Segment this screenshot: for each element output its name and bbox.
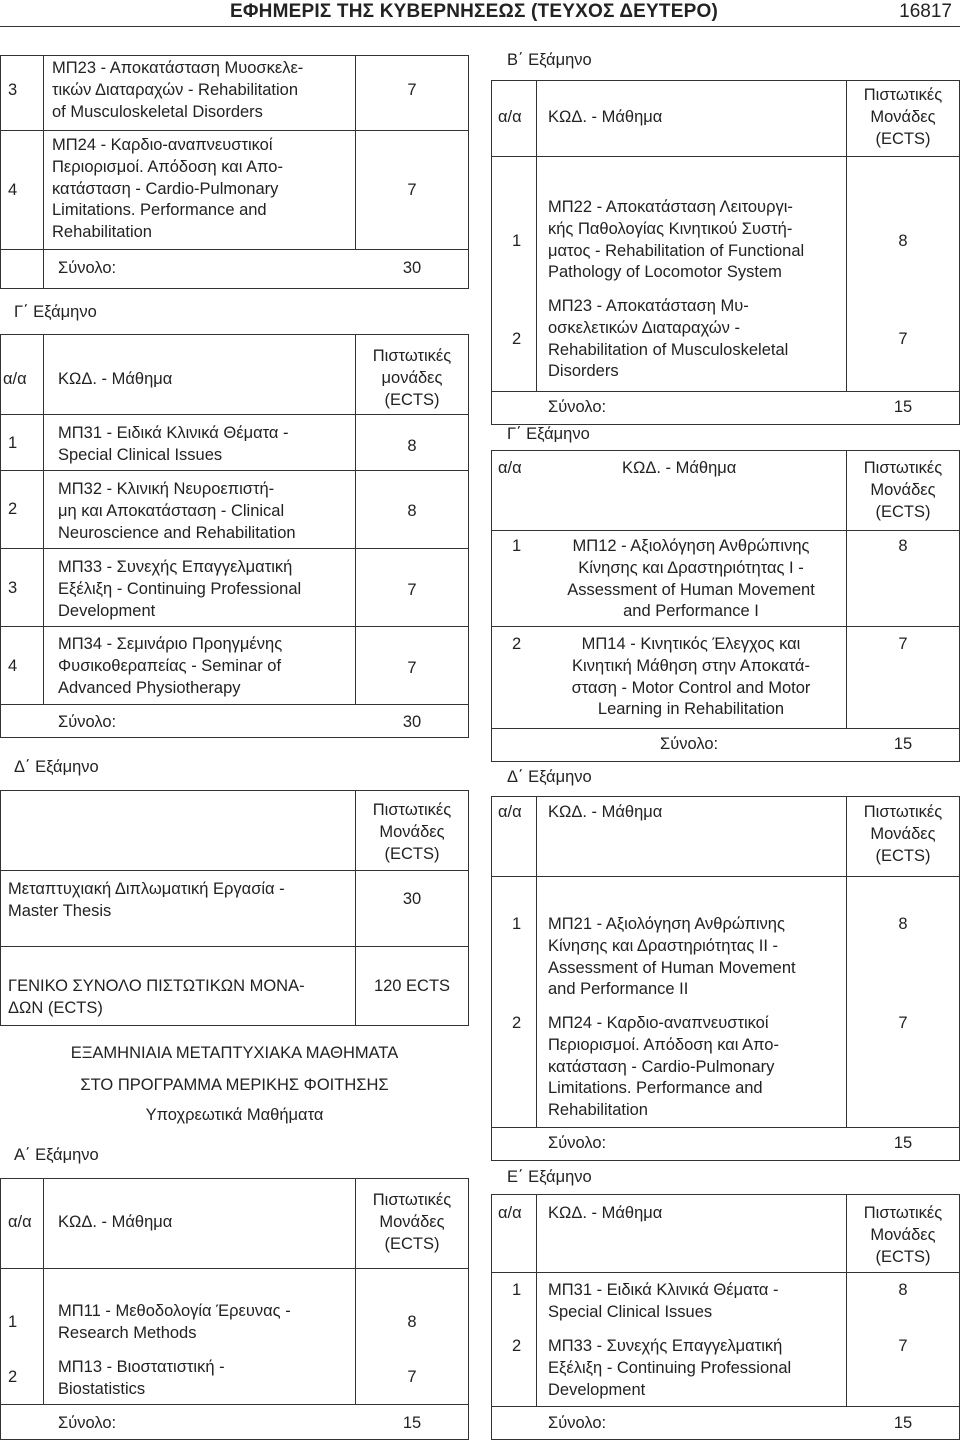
col-header-course: ΚΩΔ. - Μάθημα xyxy=(58,370,173,388)
table-rule xyxy=(491,876,960,877)
row-number: 1 xyxy=(512,915,522,933)
col-header-course: ΚΩΔ. - Μάθημα xyxy=(548,803,663,821)
table-rule xyxy=(0,130,469,131)
semester-title: Ε΄ Εξάμηνο xyxy=(507,1168,592,1186)
table-divider xyxy=(536,796,537,1127)
course-name: ΜΠ21 - Αξιολόγηση Ανθρώπινης Κίνησης και Δραστηριότητας ΙΙ - Assessment of Human Movement and Performance II xyxy=(548,915,796,999)
course-name: ΜΠ24 - Καρδιο-αναπνευστικοί Περιορισμοί. Απόδοση και Απο- κατάσταση - Cardio-Pulmonary Limitations. Performance and Rehabilitation xyxy=(548,1014,779,1120)
total-label: Σύνολο: xyxy=(548,398,607,416)
col-header-num: α/α xyxy=(498,108,522,126)
row-number: 2 xyxy=(512,330,522,348)
semester-title: Γ΄ Εξάμηνο xyxy=(14,303,97,321)
ects-value: 8 xyxy=(898,537,908,555)
col-header-num: α/α xyxy=(498,803,522,821)
row-number: 4 xyxy=(8,181,18,199)
row-number: 1 xyxy=(8,434,18,452)
table-divider xyxy=(536,1194,537,1406)
table-rule xyxy=(491,530,960,531)
part-time-subheading: Υποχρεωτικά Μαθήματα xyxy=(145,1106,324,1124)
ects-value: 7 xyxy=(407,81,417,99)
page-header xyxy=(0,0,960,24)
col-header-ects: Πιστωτικές Μονάδες (ECTS) xyxy=(863,1204,943,1266)
table-rule xyxy=(0,470,469,471)
table-divider xyxy=(43,55,44,289)
ects-value: 7 xyxy=(407,659,417,677)
col-header-course: ΚΩΔ. - Μάθημα xyxy=(548,1204,663,1222)
col-header-ects: Πιστωτικές Μονάδες (ECTS) xyxy=(863,803,943,865)
row-number: 2 xyxy=(8,500,18,518)
table-rule xyxy=(0,626,469,627)
table-rule xyxy=(0,1404,469,1405)
course-name: ΜΠ24 - Καρδιο-αναπνευστικοί Περιορισμοί. Απόδοση και Απο- κατάσταση - Cardio-Pulmonary Limitations. Performance and Rehabilitation xyxy=(52,136,283,242)
part-time-heading: ΣΤΟ ΠΡΟΓΡΑΜΜΑ ΜΕΡΙΚΗΣ ΦΟΙΤΗΣΗΣ xyxy=(80,1076,389,1094)
total-label: Σύνολο: xyxy=(58,1414,117,1432)
ects-value: 7 xyxy=(407,581,417,599)
table-rule xyxy=(0,249,469,250)
table-rule xyxy=(491,1272,960,1273)
ects-value: 8 xyxy=(898,915,908,933)
table-divider xyxy=(43,334,44,704)
col-header-ects: Πιστωτικές Μονάδες (ECTS) xyxy=(372,1191,452,1253)
ects-value: 7 xyxy=(898,330,908,348)
row-number: 1 xyxy=(512,537,522,555)
header-rule xyxy=(0,26,960,27)
part-time-heading: ΕΞΑΜΗΝΙΑΙΑ ΜΕΤΑΠΤΥΧΙΑΚΑ ΜΑΘΗΜΑΤΑ xyxy=(70,1044,399,1062)
row-number: 2 xyxy=(512,1337,522,1355)
course-name: ΜΠ11 - Μεθοδολογία Έρευνας - Research Methods xyxy=(58,1302,291,1342)
total-value: 15 xyxy=(893,735,913,753)
total-label: Σύνολο: xyxy=(548,1414,607,1432)
ects-value: 7 xyxy=(407,1368,417,1386)
row-number: 4 xyxy=(8,657,18,675)
course-name: ΜΠ33 - Συνεχής Επαγγελματική Εξέλιξη - Continuing Professional Development xyxy=(548,1337,792,1399)
col-header-course: ΚΩΔ. - Μάθημα xyxy=(58,1213,173,1231)
table-rule xyxy=(0,946,469,947)
ects-value: 7 xyxy=(898,1014,908,1032)
table-rule xyxy=(491,156,960,157)
ects-value: 8 xyxy=(407,502,417,520)
course-name: ΜΠ34 - Σεμινάριο Προηγμένης Φυσικοθεραπείας - Seminar of Advanced Physiotherapy xyxy=(58,635,283,697)
course-name: ΜΠ12 - Αξιολόγηση Ανθρώπινης Κίνησης και Δραστηριότητας Ι - Assessment of Human Movement and Performance I xyxy=(567,537,815,621)
row-number: 2 xyxy=(512,635,522,653)
semester-title: Δ΄ Εξάμηνο xyxy=(507,768,592,786)
semester-title: Δ΄ Εξάμηνο xyxy=(14,758,99,776)
grand-total-label: ΓΕΝΙΚΟ ΣΥΝΟΛΟ ΠΙΣΤΩΤΙΚΩΝ ΜΟΝΑ- ΔΩΝ (ECTS) xyxy=(8,977,305,1017)
table-divider xyxy=(43,1178,44,1404)
col-header-num: α/α xyxy=(498,459,522,477)
total-value: 15 xyxy=(893,1134,913,1152)
semester-title: Β΄ Εξάμηνο xyxy=(507,51,592,69)
col-header-ects: Πιστωτικές Μονάδες (ECTS) xyxy=(863,86,943,148)
course-name: ΜΠ32 - Κλινική Νευροεπιστή- μη και Αποκατάσταση - Clinical Neuroscience and Rehabilitation xyxy=(58,480,296,542)
total-value: 30 xyxy=(402,713,422,731)
total-label: Σύνολο: xyxy=(58,259,117,277)
table-rule xyxy=(491,1406,960,1407)
row-number: 1 xyxy=(512,232,522,250)
page-number: 16817 xyxy=(899,1,952,22)
total-label: Σύνολο: xyxy=(548,1134,607,1152)
semester-title: Γ΄ Εξάμηνο xyxy=(507,425,590,443)
ects-value: 7 xyxy=(898,635,908,653)
total-value: 30 xyxy=(402,259,422,277)
table-rule xyxy=(491,1127,960,1128)
col-header-num: α/α xyxy=(3,370,27,388)
col-header-num: α/α xyxy=(498,1204,522,1222)
course-name: ΜΠ23 - Αποκατάσταση Μυοσκελε- τικών Διαταραχών - Rehabilitation of Musculoskeletal Disorders xyxy=(52,59,304,121)
total-label: Σύνολο: xyxy=(58,713,117,731)
ects-value: 7 xyxy=(898,1337,908,1355)
col-header-course: ΚΩΔ. - Μάθημα xyxy=(622,459,737,477)
grand-total-value: 120 ECTS xyxy=(373,977,451,995)
course-name: ΜΠ23 - Αποκατάσταση Μυ- οσκελετικών Διαταραχών - Rehabilitation of Musculoskeletal Disorders xyxy=(548,297,789,381)
col-header-num: α/α xyxy=(8,1213,32,1231)
row-number: 1 xyxy=(512,1281,522,1299)
thesis-ects: 30 xyxy=(402,890,422,908)
ects-value: 8 xyxy=(898,1281,908,1299)
row-number: 1 xyxy=(8,1313,18,1331)
total-label: Σύνολο: xyxy=(660,735,719,753)
course-name: ΜΠ31 - Ειδικά Κλινικά Θέματα - Special Clinical Issues xyxy=(548,1281,779,1321)
row-number: 2 xyxy=(8,1368,18,1386)
course-name: ΜΠ31 - Ειδικά Κλινικά Θέματα - Special Clinical Issues xyxy=(58,424,289,464)
table-rule xyxy=(0,414,469,415)
col-header-ects: Πιστωτικές μονάδες (ECTS) xyxy=(372,347,452,409)
course-name: ΜΠ13 - Βιοστατιστική - Biostatistics xyxy=(58,1358,225,1398)
table-rule xyxy=(0,548,469,549)
course-name: ΜΠ22 - Αποκατάσταση Λειτουργι- κής Παθολογίας Κινητικού Συστή- ματος - Rehabilitation of Functional Pathology of Locomotor System xyxy=(548,198,805,282)
thesis-label: Μεταπτυχιακή Διπλωματική Εργασία - Master Thesis xyxy=(8,880,285,920)
table-divider xyxy=(536,80,537,391)
table-rule xyxy=(0,1268,469,1269)
gazette-title: ΕΦΗΜΕΡΙΣ ΤΗΣ ΚΥΒΕΡΝΗΣΕΩΣ (ΤΕΥΧΟΣ ΔΕΥΤΕΡΟ) xyxy=(230,1,718,22)
total-value: 15 xyxy=(893,398,913,416)
col-header-ects: Πιστωτικές Μονάδες (ECTS) xyxy=(372,801,452,863)
col-header-ects: Πιστωτικές Μονάδες (ECTS) xyxy=(863,459,943,521)
ects-value: 8 xyxy=(407,1313,417,1331)
ects-value: 8 xyxy=(407,437,417,455)
row-number: 2 xyxy=(512,1014,522,1032)
semester-title: Α΄ Εξάμηνο xyxy=(14,1146,99,1164)
total-value: 15 xyxy=(893,1414,913,1432)
course-name: ΜΠ14 - Κινητικός Έλεγχος και Κινητική Μάθηση στην Αποκατά- σταση - Motor Control and Motor Learning in Rehabilitation xyxy=(571,635,811,719)
ects-value: 7 xyxy=(407,181,417,199)
total-value: 15 xyxy=(402,1414,422,1432)
row-number: 3 xyxy=(8,579,18,597)
col-header-course: ΚΩΔ. - Μάθημα xyxy=(548,108,663,126)
ects-value: 8 xyxy=(898,232,908,250)
table-rule xyxy=(0,870,469,871)
table-rule xyxy=(491,728,960,729)
course-name: ΜΠ33 - Συνεχής Επαγγελματική Εξέλιξη - Continuing Professional Development xyxy=(58,558,302,620)
table-rule xyxy=(0,704,469,705)
table-rule xyxy=(491,391,960,392)
table-rule xyxy=(491,626,960,627)
row-number: 3 xyxy=(8,81,18,99)
